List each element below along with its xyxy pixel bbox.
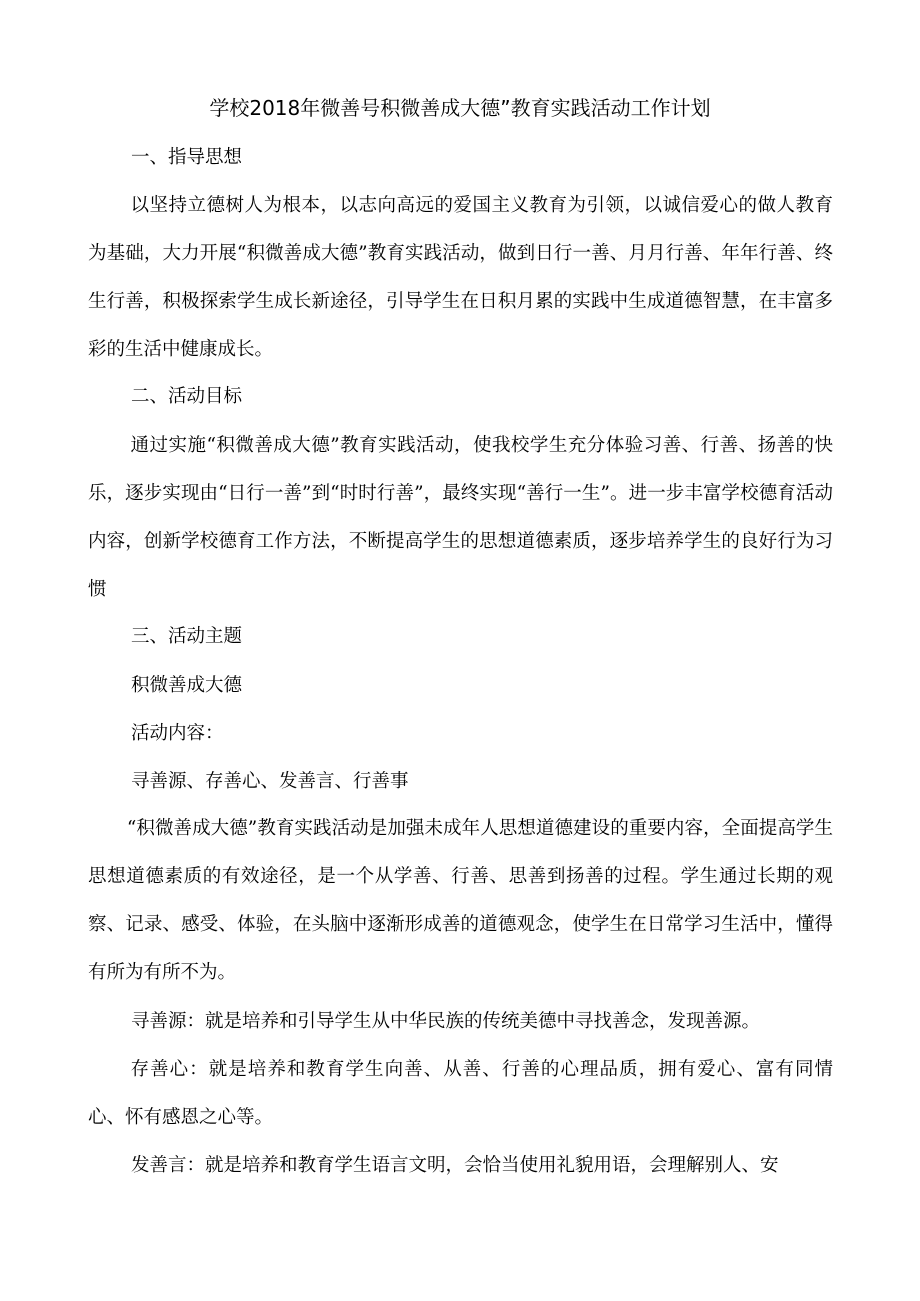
- section-heading-theme: 三、活动主题: [131, 626, 243, 647]
- paragraph-xunshanyuan: 寻善源：就是培养和引导学生从中华民族的传统美德中寻找善念，发现善源。: [131, 1011, 761, 1032]
- paragraph-goals: 通过实施“积微善成大德”教育实践活动，使我校学生充分体验习善、行善、扬善的快乐，逐步实现由“日行一善”到“时时行善”，最终实现“善行一生”。进一步丰富学校德育活动内容，创新学校德育工作方法，不断提高学生的思想道德素质，逐步培养学生的良好行为习惯: [88, 435, 833, 600]
- theme-text: 积微善成大德: [131, 675, 243, 696]
- paragraph-guiding-thought: 以坚持立德树人为根本，以志向高远的爱国主义教育为引领，以诚信爱心的做人教育为基础，大力开展“积微善成大德”教育实践活动，做到日行一善、月月行善、年年行善、终生行善，积极探索学生成长新途径，引导学生在日积月累的实践中生成道德智慧，在丰富多彩的生活中健康成长。: [88, 195, 833, 360]
- section-heading-guiding-thought: 一、指导思想: [131, 147, 243, 168]
- section-heading-goals: 二、活动目标: [131, 386, 243, 407]
- paragraph-fashanyan: 发善言：就是培养和教育学生语言文明，会恰当使用礼貌用语，会理解别人、安: [131, 1155, 779, 1176]
- content-items: 寻善源、存善心、发善言、行善事: [131, 771, 409, 792]
- paragraph-introduction: “积微善成大德”教育实践活动是加强未成年人思想道德建设的重要内容，全面提高学生思想道德素质的有效途径，是一个从学善、行善、思善到扬善的过程。学生通过长期的观察、记录、感受、体验，在头脑中逐渐形成善的道德观念，使学生在日常学习生活中，懂得有所为有所不为。: [88, 818, 833, 983]
- paragraph-cunshanxin: 存善心：就是培养和教育学生向善、从善、行善的心理品质，拥有爱心、富有同情心、怀有感恩之心等。: [88, 1059, 833, 1128]
- document-title: 学校2018年微善号积微善成大德”教育实践活动工作计划: [209, 96, 711, 120]
- content-label: 活动内容：: [131, 723, 224, 744]
